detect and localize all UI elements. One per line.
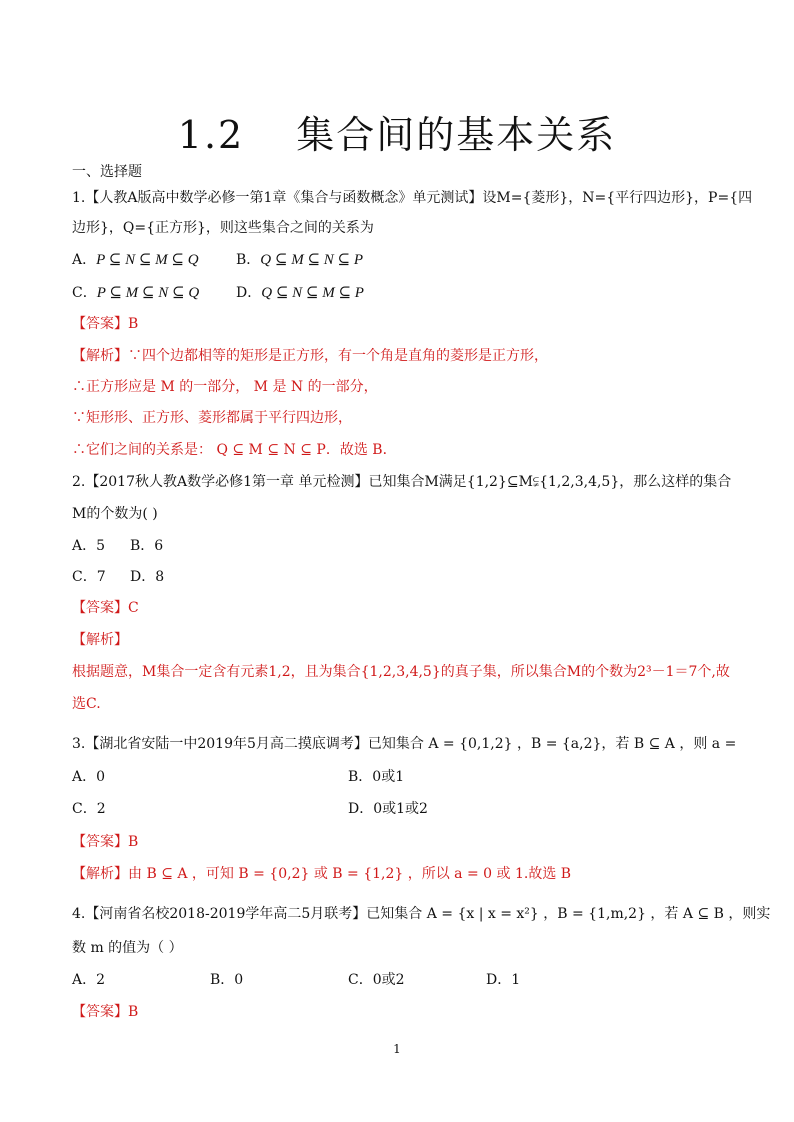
q4-stem-line1: 4.【河南省名校2018-2019学年高二5月联考】已知集合 A = {x | x = x²} ，B = {1,m,2} ，若 A ⊆ B ，则实: [72, 906, 771, 922]
option-label: B．: [348, 769, 373, 785]
q1-analysis-line1: 【解析】∵四个边都相等的矩形是正方形，有一个角是直角的菱形是正方形，: [72, 348, 548, 364]
q4-option-a: [72, 970, 105, 990]
q1-option-c: [72, 283, 199, 303]
section-heading: 一、选择题: [72, 164, 142, 180]
q1-answer: 【答案】B: [72, 316, 139, 332]
q4-stem-line2: 数 m 的值为（ ）: [72, 940, 183, 956]
page-title: [0, 104, 794, 159]
q3-option-a: [72, 767, 105, 787]
option-value: 0或2: [372, 972, 405, 988]
option-label: C．: [72, 285, 97, 301]
option-value: 0: [96, 769, 106, 785]
option-label: D．: [130, 569, 156, 585]
q1-option-b: [236, 250, 363, 270]
q3-option-c: [72, 799, 106, 819]
title-number: 1.2: [177, 113, 245, 157]
option-value: 0或1: [372, 769, 405, 785]
q3-option-d: [348, 799, 428, 819]
q2-stem-line2: M的个数为( ): [72, 506, 158, 522]
option-label: D．: [236, 285, 262, 301]
q3-stem: 3.【湖北省安陆一中2019年5月高二摸底调考】已知集合 A = {0,1,2} ，B = {a,2}，若 B ⊆ A ，则 a =: [72, 736, 737, 752]
q1-stem-line2: 边形}，Q={正方形}，则这些集合之间的关系为: [72, 220, 374, 236]
q2-option-b: [130, 536, 163, 556]
q1-option-d: [236, 283, 364, 303]
option-label: A．: [72, 769, 97, 785]
option-label: A．: [72, 972, 97, 988]
option-label: C．: [72, 801, 97, 817]
option-label: B．: [130, 538, 155, 554]
option-value: 7: [96, 569, 106, 585]
q3-option-b: [348, 767, 404, 787]
option-value: 0: [234, 972, 244, 988]
option-label: B．: [210, 972, 235, 988]
q1-analysis-line2: ∴正方形应是 M 的一部分， M 是 N 的一部分，: [72, 379, 378, 395]
option-value: 2: [96, 801, 106, 817]
q4-option-b: [210, 970, 243, 990]
q2-answer: 【答案】C: [72, 600, 139, 616]
option-value: 5: [96, 538, 106, 554]
option-math: Q ⊆ M ⊆ N ⊆ P: [260, 252, 363, 268]
page-number: 1: [393, 1042, 401, 1056]
q4-option-c: [348, 970, 405, 990]
option-label: A．: [72, 252, 97, 268]
option-value: 2: [96, 972, 106, 988]
q1-option-a: [72, 250, 199, 270]
option-label: D．: [486, 972, 512, 988]
option-value: 8: [155, 569, 165, 585]
option-label: C．: [72, 569, 97, 585]
q1-analysis-line3: ∵矩形形、正方形、菱形都属于平行四边形，: [72, 410, 352, 426]
option-label: D．: [348, 801, 374, 817]
q4-answer: 【答案】B: [72, 1004, 139, 1020]
option-math: P ⊆ M ⊆ N ⊆ Q: [96, 285, 200, 301]
option-label: A．: [72, 538, 97, 554]
q1-stem-line1: 1.【人教A版高中数学必修一第1章《集合与函数概念》单元测试】设M={菱形}，N={平行四边形}，P={四: [72, 190, 753, 206]
q2-analysis-line2: 选C.: [72, 696, 101, 712]
option-math: Q ⊆ N ⊆ M ⊆ P: [261, 285, 364, 301]
q2-option-c: [72, 567, 106, 587]
q2-stem-line1: 2.【2017秋人教A数学必修1第一章 单元检测】已知集合M满足{1,2}⊆M⫋{1,2,3,4,5}，那么这样的集合: [72, 474, 732, 490]
title-text: 集合间的基本关系: [296, 113, 617, 157]
option-value: 1: [511, 972, 521, 988]
q2-analysis-title: 【解析】: [72, 632, 128, 648]
q3-answer: 【答案】B: [72, 834, 139, 850]
q4-option-d: [486, 970, 520, 990]
q2-analysis-line1: 根据题意，M集合一定含有元素1,2，且为集合{1,2,3,4,5}的真子集，所以集合M的个数为2³－1＝7个,故: [72, 664, 730, 680]
q3-analysis: 【解析】由 B ⊆ A ，可知 B = {0,2} 或 B = {1,2} ，所以 a = 0 或 1.故选 B: [72, 866, 572, 882]
option-value: 6: [154, 538, 164, 554]
option-value: 0或1或2: [373, 801, 428, 817]
q2-option-a: [72, 536, 105, 556]
q1-analysis-line4: ∴它们之间的关系是： Q ⊆ M ⊆ N ⊆ P．故选 B．: [72, 442, 397, 458]
q2-option-d: [130, 567, 164, 587]
option-math: P ⊆ N ⊆ M ⊆ Q: [96, 252, 199, 268]
option-label: B．: [236, 252, 261, 268]
option-label: C．: [348, 972, 373, 988]
